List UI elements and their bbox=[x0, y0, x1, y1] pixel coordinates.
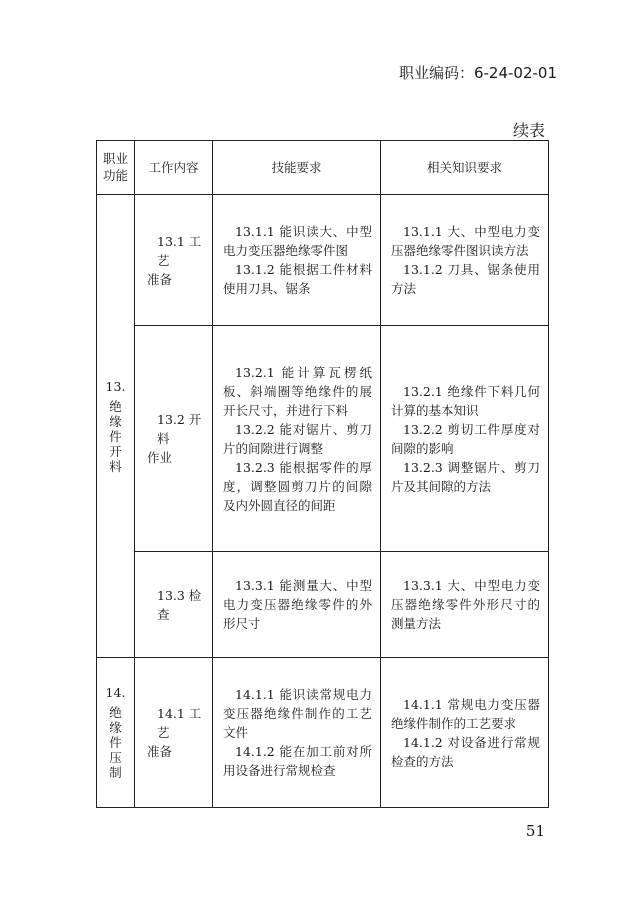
work-content-line: 准备 bbox=[147, 271, 173, 287]
table-row bbox=[97, 195, 549, 326]
work-content-cell bbox=[135, 195, 213, 326]
function-name: 绝缘件开料 bbox=[109, 398, 122, 474]
work-content-cell bbox=[135, 552, 213, 658]
skills-cell bbox=[213, 326, 381, 552]
work-content-line: 13.3 检查 bbox=[157, 587, 202, 622]
skills-table bbox=[96, 140, 549, 808]
knowledge-cell bbox=[381, 658, 549, 808]
knowledge-item: 14.1.2 对设备进行常规检查的方法 bbox=[391, 734, 540, 769]
occupation-code: 职业编码：6-24-02-01 bbox=[398, 64, 557, 82]
work-content-line: 13.2 开料 bbox=[157, 412, 202, 446]
table-row bbox=[97, 658, 549, 808]
work-content-line: 作业 bbox=[147, 450, 173, 465]
header-function: 职业功能 bbox=[97, 141, 135, 195]
work-content-line: 13.1 工艺 bbox=[157, 233, 202, 268]
page-number: 51 bbox=[525, 822, 545, 840]
skill-item: 13.2.3 能根据零件的厚度，调整圆剪刀片的间隙及内外圆直径的间距 bbox=[223, 459, 372, 513]
skill-item: 14.1.1 能识读常规电力变压器绝缘件制作的工艺文件 bbox=[223, 687, 372, 740]
function-number: 14. bbox=[105, 685, 126, 700]
continued-label: 续表 bbox=[512, 121, 545, 140]
function-cell bbox=[97, 195, 135, 658]
function-name: 绝缘件压制 bbox=[109, 705, 122, 780]
knowledge-item: 13.2.2 剪切工件厚度对间隙的影响 bbox=[391, 421, 540, 456]
work-content-line: 准备 bbox=[147, 744, 173, 759]
skill-item: 13.2.2 能对锯片、剪刀片的间隙进行调整 bbox=[223, 421, 372, 456]
skills-cell bbox=[213, 658, 381, 808]
table-row bbox=[97, 326, 549, 552]
knowledge-item: 13.2.1 绝缘件下料几何计算的基本知识 bbox=[391, 383, 540, 418]
header-work-content: 工作内容 bbox=[135, 141, 213, 195]
table-row bbox=[97, 552, 549, 658]
knowledge-cell bbox=[381, 552, 549, 658]
skill-item: 13.1.2 能根据工件材料使用刀具、锯条 bbox=[223, 262, 372, 296]
knowledge-item: 13.2.3 调整锯片、剪刀片及其间隙的方法 bbox=[391, 459, 540, 494]
skill-item: 13.2.1 能计算瓦楞纸板、斜端圈等绝缘件的展开长尺寸，并进行下料 bbox=[223, 364, 372, 418]
skills-cell bbox=[213, 195, 381, 326]
skill-item: 14.1.2 能在加工前对所用设备进行常规检查 bbox=[223, 744, 372, 778]
knowledge-item: 13.3.1 大、中型电力变压器绝缘零件外形尺寸的测量方法 bbox=[391, 578, 540, 631]
skill-item: 13.3.1 能测量大、中型电力变压器绝缘零件的外形尺寸 bbox=[223, 578, 372, 631]
table-header-row bbox=[97, 141, 549, 195]
knowledge-cell bbox=[381, 326, 549, 552]
header-skills: 技能要求 bbox=[213, 141, 381, 195]
knowledge-item: 13.1.2 刀具、锯条使用方法 bbox=[391, 262, 540, 296]
knowledge-item: 13.1.1 大、中型电力变压器绝缘零件图识读方法 bbox=[391, 224, 540, 258]
knowledge-item: 14.1.1 常规电力变压器绝缘件制作的工艺要求 bbox=[391, 696, 540, 731]
function-number: 13. bbox=[105, 378, 126, 394]
header-knowledge: 相关知识要求 bbox=[381, 141, 549, 195]
work-content-cell bbox=[135, 658, 213, 808]
function-cell bbox=[97, 658, 135, 808]
skills-cell bbox=[213, 552, 381, 658]
skill-item: 13.1.1 能识读大、中型电力变压器绝缘零件图 bbox=[223, 224, 372, 258]
work-content-line: 14.1 工艺 bbox=[157, 706, 202, 740]
work-content-cell bbox=[135, 326, 213, 552]
knowledge-cell bbox=[381, 195, 549, 326]
